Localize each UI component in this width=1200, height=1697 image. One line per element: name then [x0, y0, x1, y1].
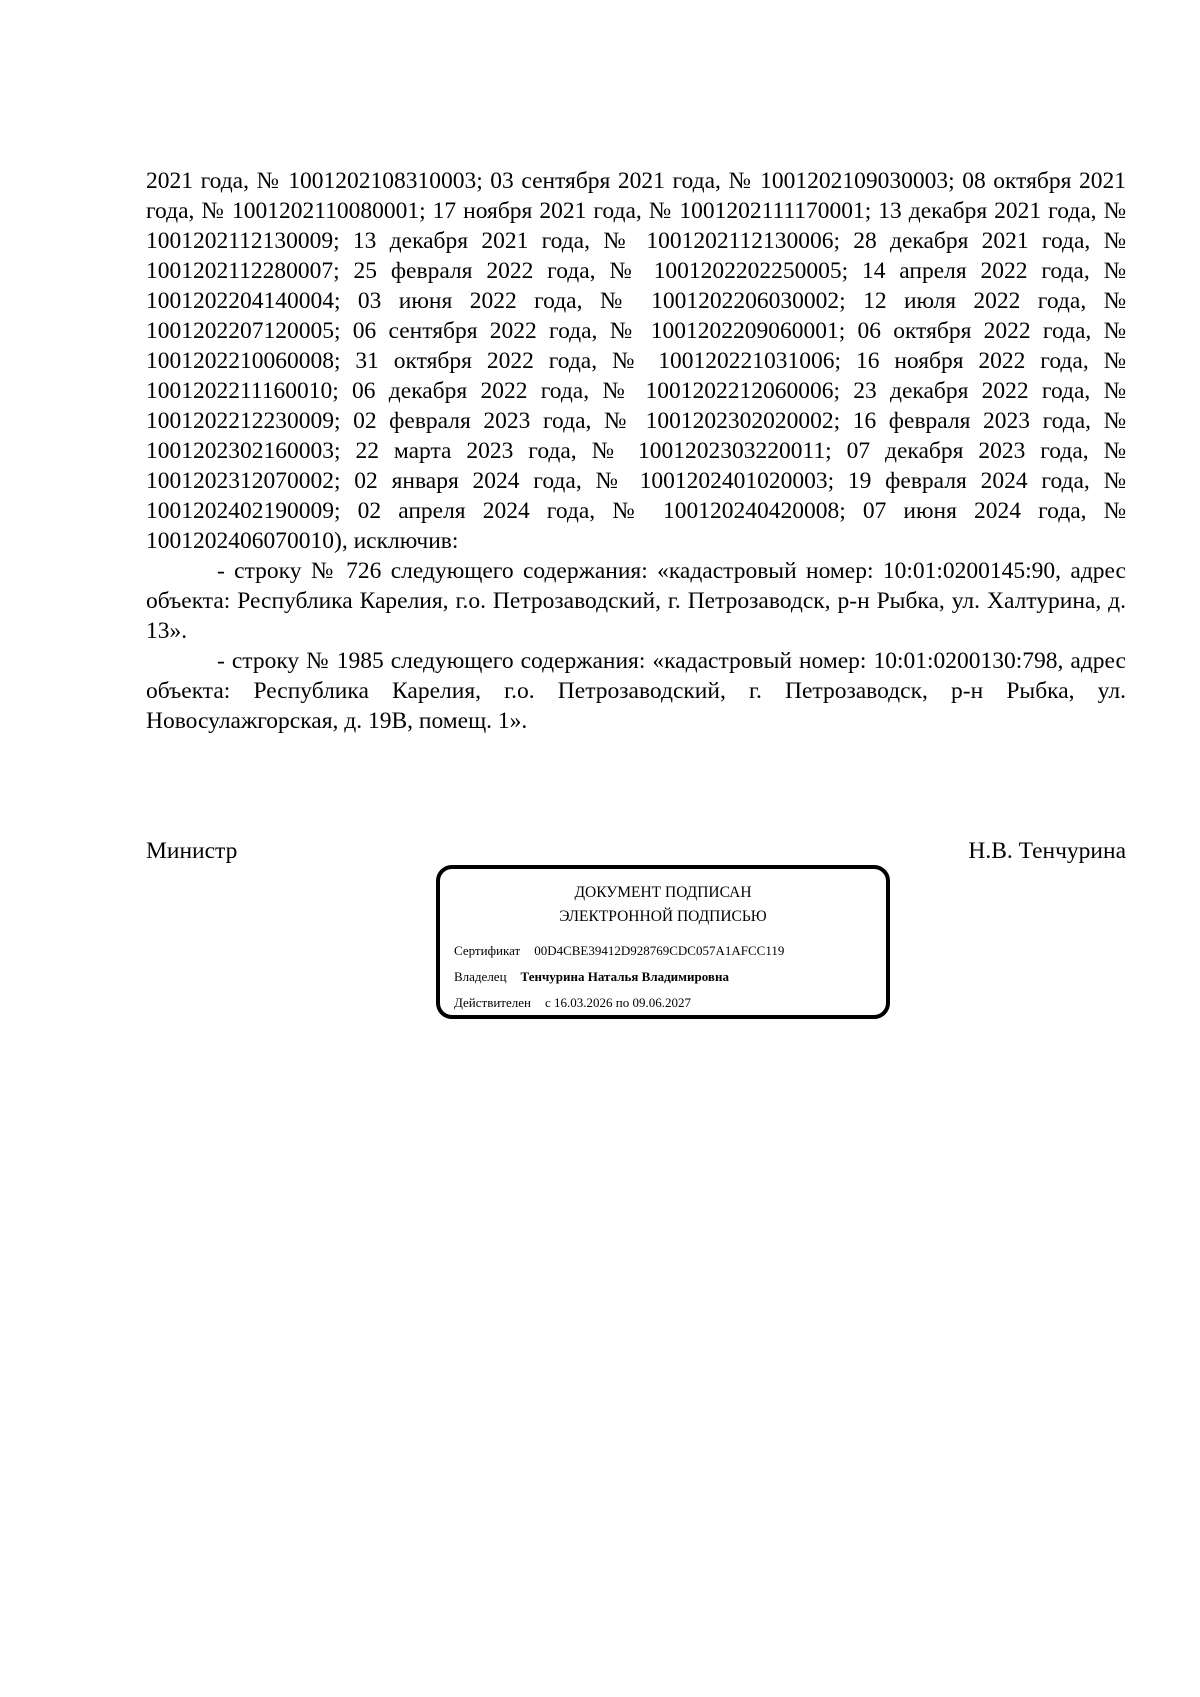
stamp-title	[440, 881, 886, 929]
exclusion-item-726: - строку № 726 следующего содержания: «кадастровый номер: 10:01:0200145:90, адрес объекта: Республика Карелия, г.о. Петрозаводский, г. Петрозаводск, р-н Рыбка, ул. Халтурина, д. 13».	[146, 558, 1126, 644]
stamp-validity-row	[454, 994, 691, 1012]
main-paragraph: 2021 года, № 1001202108310003; 03 сентября 2021 года, № 1001202109030003; 08 октября 2021 года, № 1001202110080001; 17 ноября 2021 года, № 1001202111170001; 13 декабря 2021 года, № 1001202112130009; 13 декабря 2021 года, № 1001202112130006; 28 декабря 2021 года, № 1001202112280007; 25 февраля 2022 года, № 1001202202250005; 14 апреля 2022 года, № 1001202204140004; 03 июня 2022 года, № 1001202206030002; 12 июля 2022 года, № 1001202207120005; 06 сентября 2022 года, № 1001202209060001; 06 октября 2022 года, № 1001202210060008; 31 октября 2022 года, № 100120221031006; 16 ноября 2022 года, № 1001202211160010; 06 декабря 2022 года, № 1001202212060006; 23 декабря 2022 года, № 1001202212230009; 02 февраля 2023 года, № 1001202302020002; 16 февраля 2023 года, № 1001202302160003; 22 марта 2023 года, № 1001202303220011; 07 декабря 2023 года, № 1001202312070002; 02 января 2024 года, № 1001202401020003; 19 февраля 2024 года, № 1001202402190009; 02 апреля 2024 года, № 100120240420008; 07 июня 2024 года, № 1001202406070010), исключив:	[146, 168, 1126, 554]
certificate-value: 00D4CBE39412D928769CDC057A1AFCC119	[534, 943, 785, 958]
owner-label: Владелец	[454, 969, 507, 984]
signature-block	[146, 836, 1126, 868]
certificate-label: Сертификат	[454, 943, 521, 958]
stamp-title-line-1: ДОКУМЕНТ ПОДПИСАН	[574, 884, 752, 901]
stamp-title-line-2: ЭЛЕКТРОННОЙ ПОДПИСЬЮ	[559, 908, 767, 925]
owner-value: Тенчурина Наталья Владимировна	[520, 969, 729, 984]
stamp-certificate-row	[454, 942, 784, 960]
electronic-signature-stamp	[436, 865, 890, 1019]
document-body	[146, 166, 1126, 736]
exclusion-item-1985: - строку № 1985 следующего содержания: «кадастровый номер: 10:01:0200130:798, адрес объекта: Республика Карелия, г.о. Петрозаводский, г. Петрозаводск, р-н Рыбка, ул. Новосулажгорская, д. 19В, помещ. 1».	[146, 648, 1126, 734]
signatory-name: Н.В. Тенчурина	[968, 838, 1126, 864]
stamp-owner-row	[454, 968, 729, 986]
validity-label: Действителен	[454, 995, 531, 1010]
validity-value: с 16.03.2026 по 09.06.2027	[544, 995, 691, 1010]
signatory-position: Министр	[146, 838, 238, 864]
